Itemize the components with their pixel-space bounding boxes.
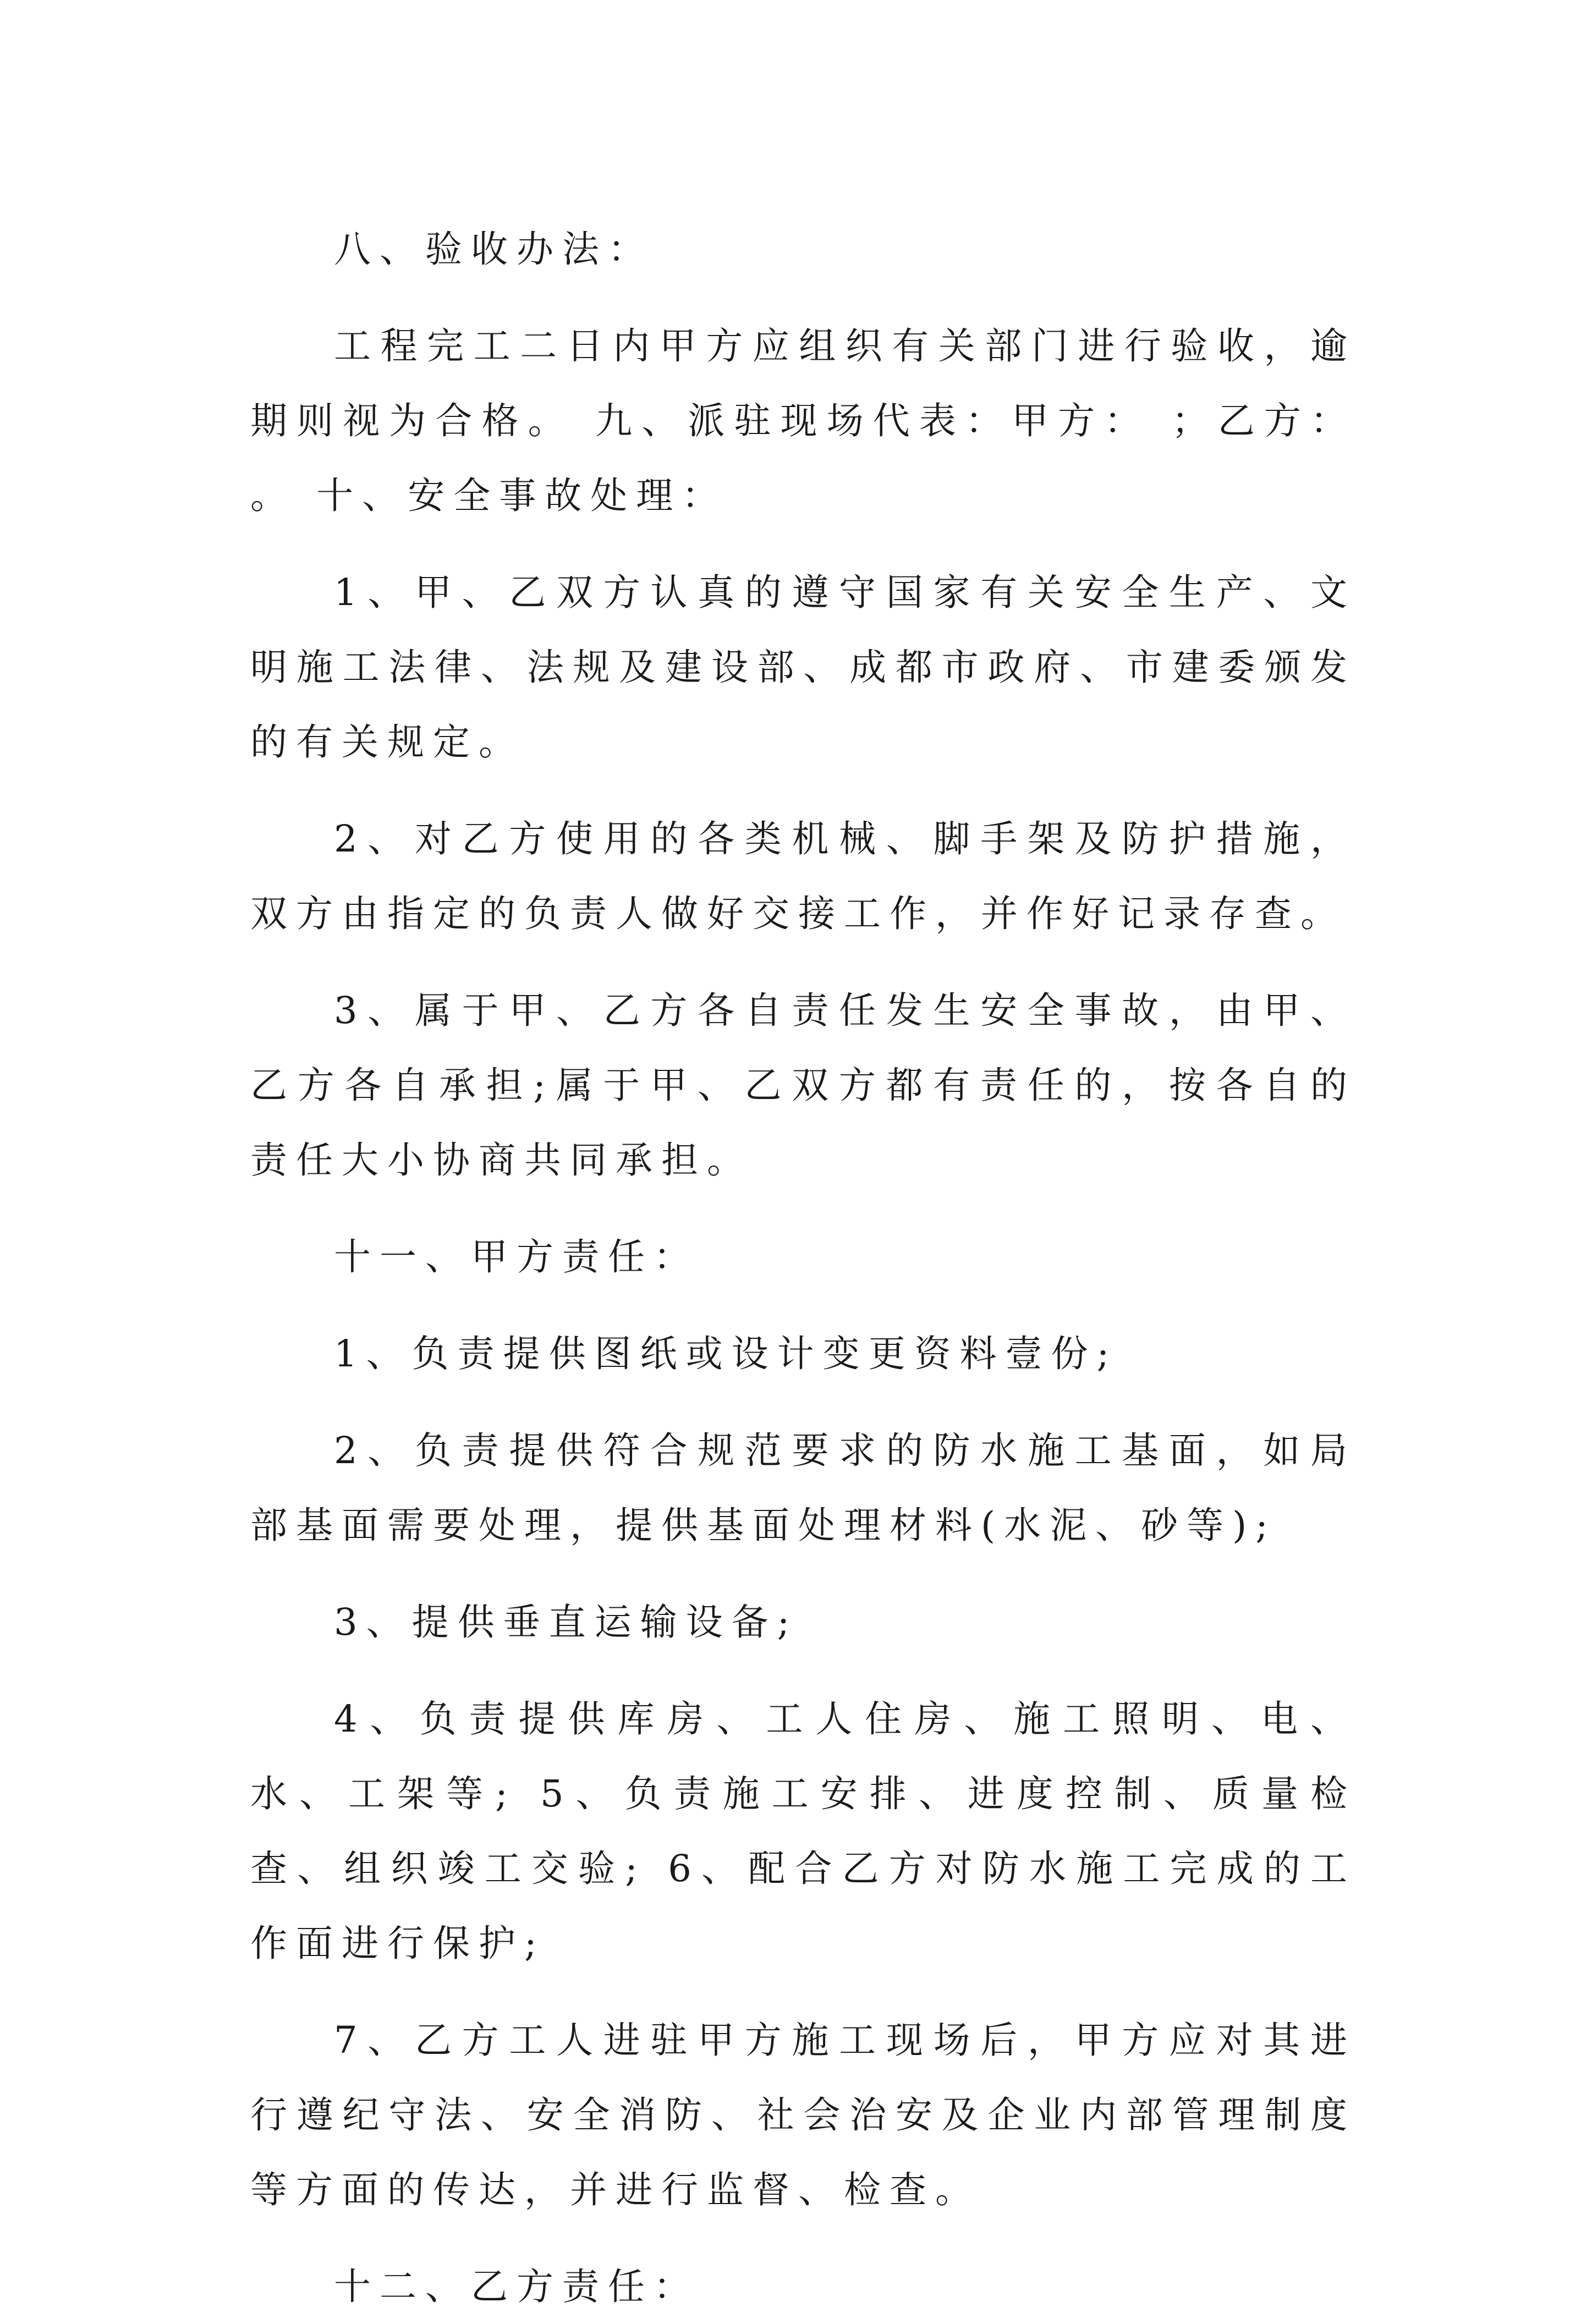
section-heading-acceptance: 八、验收办法： <box>334 228 654 271</box>
paragraph-safety-item-2: 2、对乙方使用的各类机械、脚手架及防护措施，双方由指定的负责人做好交接工作，并作好记录存查。 <box>250 817 1356 935</box>
section-heading-party-b: 十二、乙方责任： <box>334 2265 699 2308</box>
document-body <box>250 212 1356 2324</box>
paragraph-party-a-item-1: 1、负责提供图纸或设计变更资料壹份; <box>334 1332 1118 1375</box>
paragraph-party-a-item-2: 2、负责提供符合规范要求的防水施工基面，如局部基面需要处理，提供基面处理材料(水泥、砂等); <box>250 1429 1356 1547</box>
paragraph-party-a-item-7: 7、乙方工人进驻甲方施工现场后，甲方应对其进行遵纪守法、安全消防、社会治安及企业内部管理制度等方面的传达，并进行监督、检查。 <box>250 2019 1356 2211</box>
paragraph-acceptance-terms: 工程完工二日内甲方应组织有关部门进行验收，逾期则视为合格。 九、派驻现场代表：甲方： ；乙方： 。 十、安全事故处理： <box>250 325 1356 517</box>
paragraph-safety-item-1: 1、甲、乙双方认真的遵守国家有关安全生产、文明施工法律、法规及建设部、成都市政府、市建委颁发的有关规定。 <box>250 571 1356 763</box>
section-heading-party-a: 十一、甲方责任： <box>334 1235 699 1278</box>
paragraph-party-a-item-4-6: 4、负责提供库房、工人住房、施工照明、电、水、工架等; 5、负责施工安排、进度控制、质量检查、组织竣工交验; 6、配合乙方对防水施工完成的工作面进行保护; <box>250 1697 1356 1965</box>
paragraph-party-a-item-3: 3、提供垂直运输设备; <box>334 1601 799 1644</box>
paragraph-safety-item-3: 3、属于甲、乙方各自责任发生安全事故，由甲、乙方各自承担;属于甲、乙双方都有责任的，按各自的责任大小协商共同承担。 <box>250 989 1356 1182</box>
